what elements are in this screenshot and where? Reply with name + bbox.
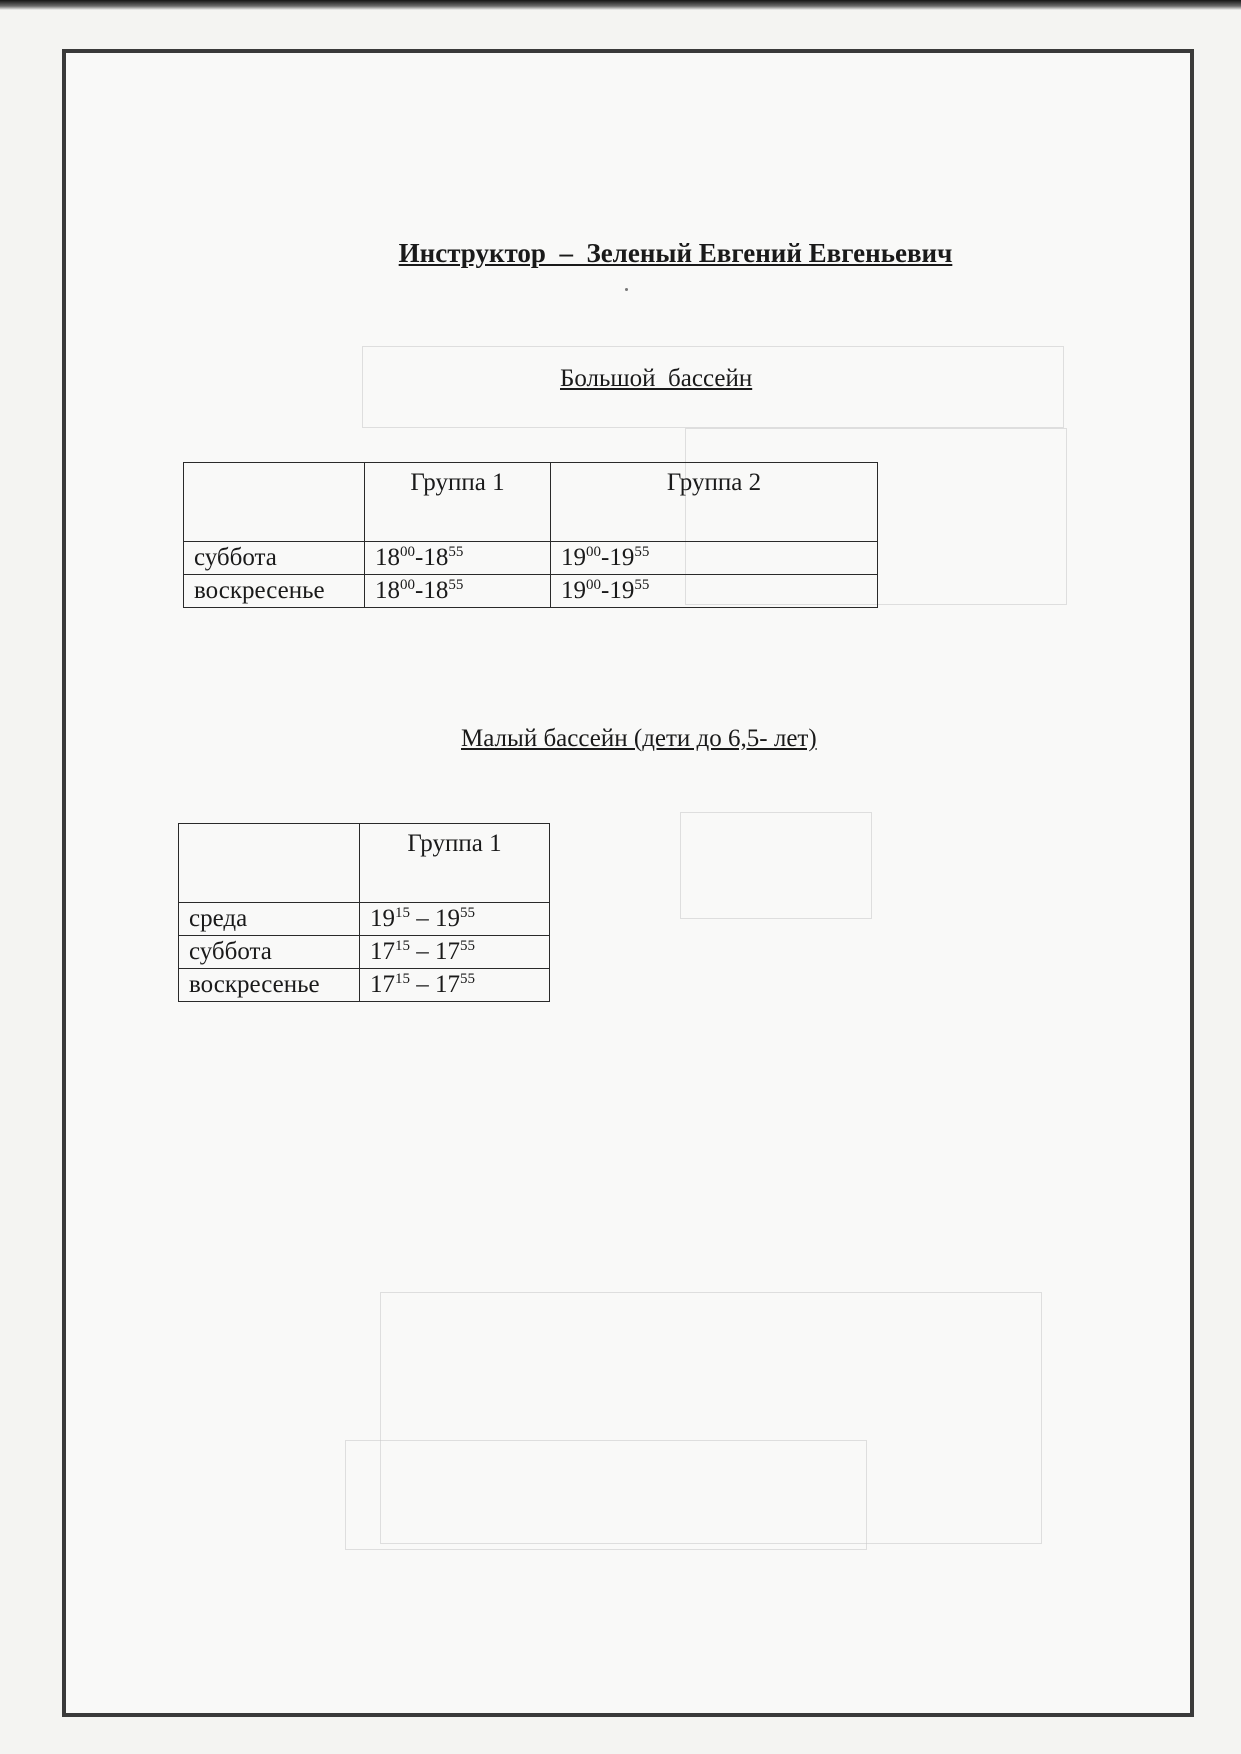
table-header-cell (184, 463, 365, 542)
bleed-through-box (345, 1440, 867, 1550)
table-row (179, 936, 550, 969)
table-row (179, 903, 550, 936)
day-cell: суббота (184, 542, 365, 575)
table-header-row (184, 463, 878, 542)
table-row (184, 575, 878, 608)
time-cell: $17^{15} - 17^{55}$ (360, 969, 550, 1002)
small-pool-table (178, 823, 550, 1002)
small-pool-heading: Малый бассейн (дети до 6,5- лет) (461, 725, 817, 752)
day-cell: суббота (179, 936, 360, 969)
time-cell: $18^{00}-18^{55}$ (365, 542, 551, 575)
table-header-cell: Группа 2 (551, 463, 878, 542)
table-header-cell (179, 824, 360, 903)
instructor-title: Инструктор – Зеленый Евгений Евгеньевич (398, 238, 953, 268)
bleed-through-box (680, 812, 872, 919)
large-pool-table (183, 462, 878, 608)
large-pool-heading: Большой бассейн (560, 365, 753, 392)
table-row (179, 969, 550, 1002)
time-cell: $19^{00}-19^{55}$ (551, 575, 878, 608)
table-header-cell: Группа 1 (360, 824, 550, 903)
stray-mark (625, 288, 628, 291)
day-cell: воскресенье (179, 969, 360, 1002)
table-header-cell: Группа 1 (365, 463, 551, 542)
day-cell: воскресенье (184, 575, 365, 608)
table-header-row (179, 824, 550, 903)
day-cell: среда (179, 903, 360, 936)
time-cell: $19^{15} - 19^{55}$ (360, 903, 550, 936)
time-cell: $19^{00}-19^{55}$ (551, 542, 878, 575)
time-cell: $17^{15} - 17^{55}$ (360, 936, 550, 969)
table-row (184, 542, 878, 575)
scan-edge (0, 0, 1241, 10)
time-cell: $18^{00}-18^{55}$ (365, 575, 551, 608)
